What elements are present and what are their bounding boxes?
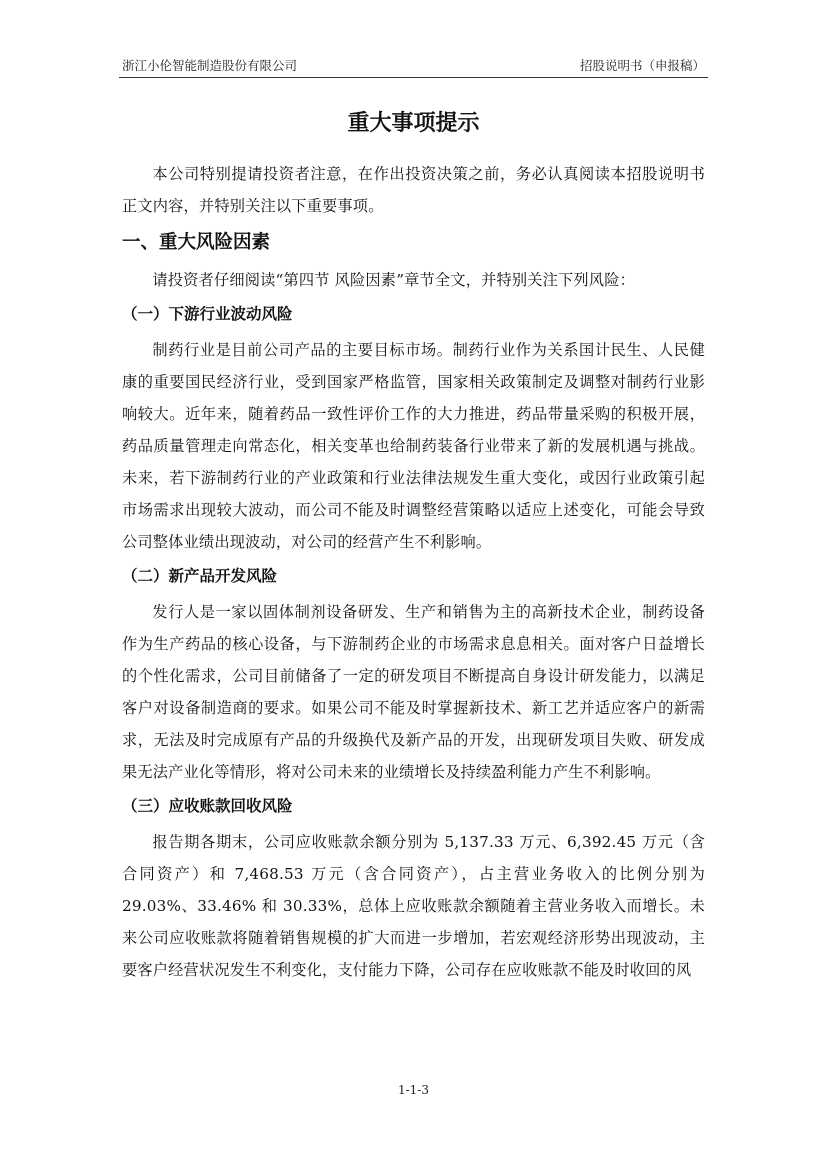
risk-text-new-product: 发行人是一家以固体制剂设备研发、生产和销售为主的高新技术企业，制药设备作为生产药品的核心设备，与下游制药企业的市场需求息息相关。面对客户日益增长的个性化需求，公司目前储备了一定的研发项目不断提高自身设计研发能力，以满足客户对设备制造商的要求。如果公司不能及时掌握新技术、新工艺并适应客户的新需求，无法及时完成原有产品的升级换代及新产品的开发，出现研发项目失败、研发成果无法产业化等情形，将对公司未来的业绩增长及持续盈利能力产生不利影响。 <box>122 603 705 781</box>
risk-heading-receivables: （三）应收账款回收风险 <box>122 797 293 815</box>
header-company-name: 浙江小伦智能制造股份有限公司 <box>122 58 298 73</box>
risk-heading-downstream: （一）下游行业波动风险 <box>122 305 293 323</box>
page-header <box>122 56 705 76</box>
risk-heading-new-product: （二）新产品开发风险 <box>122 567 278 585</box>
section-lead-paragraph: 请投资者仔细阅读“第四节 风险因素”章节全文，并特别关注下列风险： <box>152 271 635 289</box>
risk-text-downstream: 制药行业是目前公司产品的主要目标市场。制药行业作为关系国计民生、人民健康的重要国民经济行业，受到国家严格监管，国家相关政策制定及调整对制药行业影响较大。近年来，随着药品一致性评价工作的大力推进，药品带量采购的积极开展，药品质量管理走向常态化，相关变革也给制药装备行业带来了新的发展机遇与挑战。未来，若下游制药行业的产业政策和行业法律法规发生重大变化，或因行业政策引起市场需求出现较大波动，而公司不能及时调整经营策略以适应上述变化，可能会导致公司整体业绩出现波动，对公司的经营产生不利影响。 <box>122 341 705 551</box>
intro-paragraph: 本公司特别提请投资者注意，在作出投资决策之前，务必认真阅读本招股说明书正文内容，并特别关注以下重要事项。 <box>122 165 705 215</box>
page-number: 1-1-3 <box>397 1083 429 1097</box>
header-divider <box>119 77 708 78</box>
header-document-type: 招股说明书（申报稿） <box>579 58 705 73</box>
page-title: 重大事项提示 <box>347 111 480 136</box>
document-body <box>122 108 705 986</box>
risk-text-receivables: 报告期各期末，公司应收账款余额分别为 5,137.33 万元、6,392.45 万元（含合同资产）和 7,468.53 万元（含合同资产），占主营业务收入的比例分别为 29.03%、33.46% 和 30.33%，总体上应收账款余额随着主营业务收入而增长。未来公司应收账款将随着销售规模的扩大而进一步增加，若宏观经济形势出现波动，主要客户经营状况发生不利变化，支付能力下降，公司存在应收账款不能及时收回的风 <box>122 833 705 979</box>
section-heading-major-risks: 一、重大风险因素 <box>122 232 271 253</box>
